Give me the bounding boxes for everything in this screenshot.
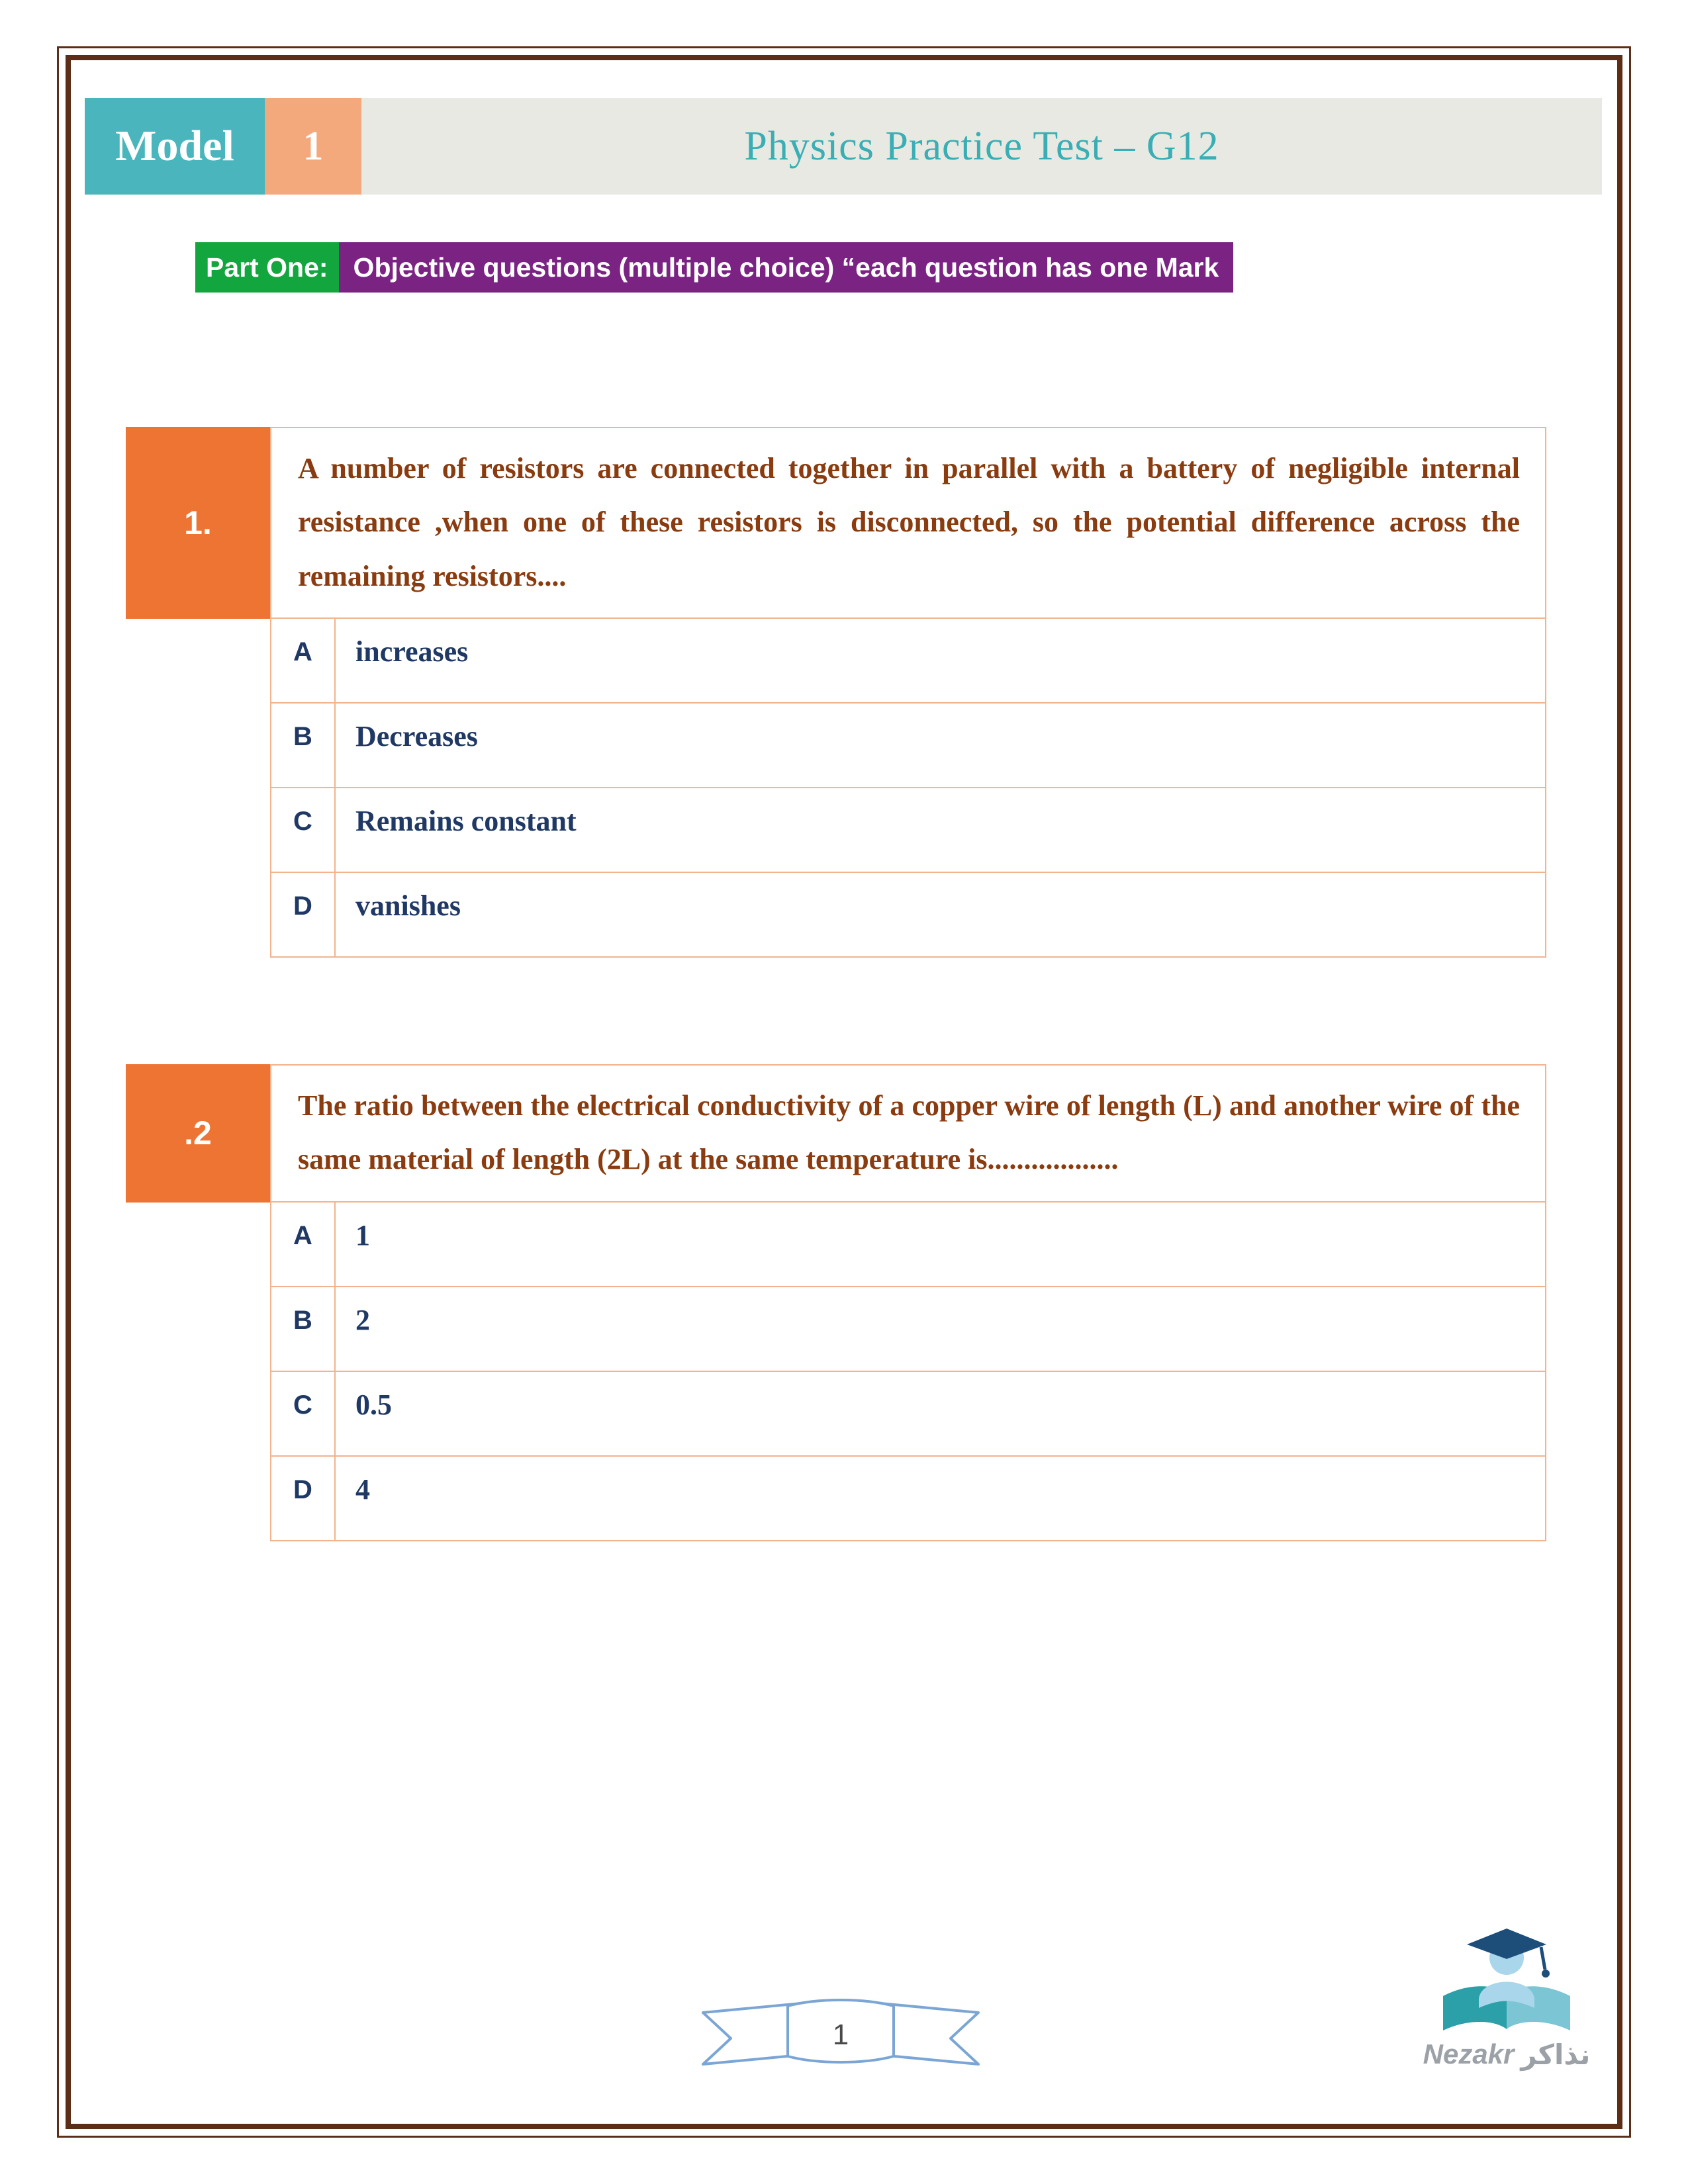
part-one-text: Objective questions (multiple choice) “each question has one Mark <box>339 242 1234 293</box>
logo-name-arabic: نذاكر <box>1521 2038 1591 2071</box>
question-block-2 <box>126 1064 1546 1541</box>
options-table <box>270 619 1546 958</box>
option-text: Decreases <box>355 720 478 753</box>
page-title-band <box>361 98 1602 195</box>
option-letter: D <box>271 1457 336 1540</box>
option-row <box>271 788 1545 873</box>
option-text: 2 <box>355 1303 370 1336</box>
graduate-book-icon <box>1427 1919 1586 2038</box>
option-text: 4 <box>355 1473 370 1506</box>
nezakr-logo <box>1422 1919 1591 2071</box>
page-number-ribbon <box>695 1989 986 2075</box>
question-text: The ratio between the electrical conductivity of a copper wire of length (L) and another wire of the same material of length (2L) at the same temperature is.................. <box>270 1064 1546 1203</box>
graduation-cap-icon <box>1467 1929 1546 1959</box>
question-block-1 <box>126 427 1546 958</box>
option-letter: B <box>271 1287 336 1371</box>
question-text: A number of resistors are connected together in parallel with a battery of negligible internal resistance ,when one of these resistors is disconnected, so the potential difference across the remaining resistors.... <box>270 427 1546 619</box>
logo-wordmark <box>1422 2038 1591 2071</box>
option-text: Remains constant <box>355 805 577 838</box>
option-row <box>271 1203 1545 1287</box>
option-row <box>271 873 1545 958</box>
model-label-box <box>85 98 265 195</box>
option-text: vanishes <box>355 889 461 923</box>
page-title: Physics Practice Test – G12 <box>744 123 1219 169</box>
question-number-badge: 1. <box>126 427 270 619</box>
options-table <box>270 1203 1546 1541</box>
option-text: 0.5 <box>355 1388 392 1421</box>
option-row <box>271 1372 1545 1457</box>
part-one-label: Part One: <box>195 242 339 293</box>
ribbon-left-tail <box>703 2003 801 2064</box>
option-text: 1 <box>355 1218 370 1251</box>
option-row <box>271 704 1545 788</box>
option-row <box>271 1287 1545 1372</box>
option-letter: C <box>271 788 336 872</box>
model-number: 1 <box>303 123 324 169</box>
page-header <box>85 98 1602 195</box>
option-text: increases <box>355 635 469 668</box>
model-label: Model <box>115 122 234 170</box>
logo-name-latin: Nezakr <box>1423 2038 1515 2070</box>
option-letter: D <box>271 873 336 956</box>
question-number-badge: .2 <box>126 1064 270 1203</box>
model-number-box <box>265 98 361 195</box>
option-letter: A <box>271 619 336 702</box>
option-row <box>271 1457 1545 1541</box>
cap-tassel-end-icon <box>1542 1970 1550 1978</box>
cap-tassel-icon <box>1541 1947 1545 1970</box>
option-letter: C <box>271 1372 336 1455</box>
ribbon-right-tail <box>880 2003 978 2064</box>
option-letter: A <box>271 1203 336 1286</box>
page-number: 1 <box>832 2019 849 2051</box>
option-letter: B <box>271 704 336 787</box>
option-row <box>271 619 1545 704</box>
part-one-banner <box>195 242 1233 293</box>
